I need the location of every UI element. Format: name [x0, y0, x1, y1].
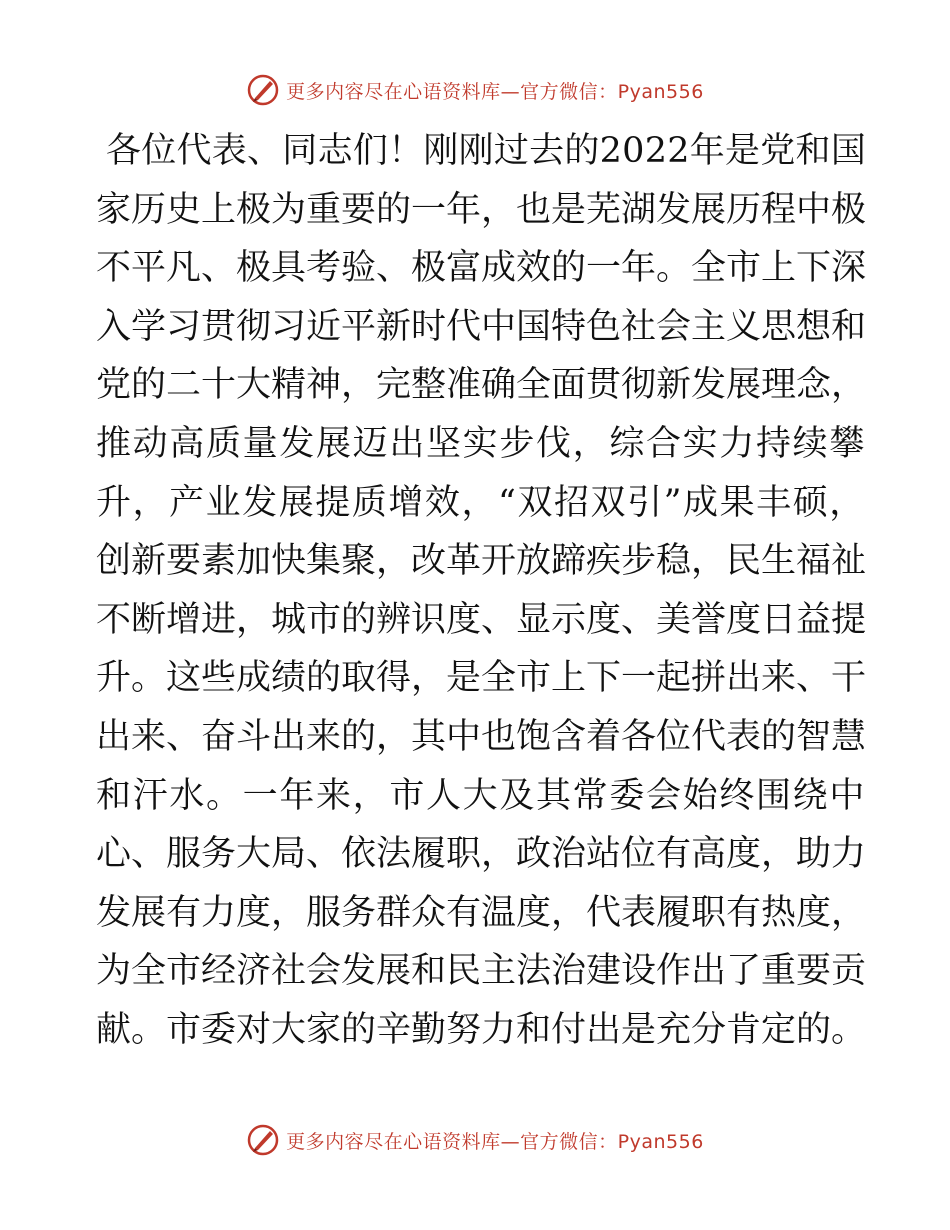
quill-logo-icon: [246, 73, 280, 107]
paragraph-line: 升，产业发展提质增效，“双招双引”成果丰硕，: [96, 482, 866, 523]
paragraph-line: 不断增进，城市的辨识度、显示度、美誉度日益提: [96, 599, 867, 640]
paragraph-line: 创新要素加快集聚，改革开放蹄疾步稳，民生福祉: [96, 541, 867, 582]
watermark-text: 更多内容尽在心语资料库—官方微信：Pyan556: [286, 1130, 704, 1153]
paragraph-line: 心、服务大局、依法履职，政治站位有高度，助力: [96, 834, 867, 875]
paragraph-line: 升。这些成绩的取得，是全市上下一起拼出来、干: [96, 658, 867, 699]
paragraph-line: 推动高质量发展迈出坚实步伐，综合实力持续攀: [96, 423, 867, 464]
watermark-text: 更多内容尽在心语资料库—官方微信：Pyan556: [286, 80, 704, 103]
paragraph-line: 献。市委对大家的辛勤努力和付出是充分肯定的。: [96, 1009, 867, 1050]
document-body: [96, 122, 867, 1060]
paragraph-line: 出来、奋斗出来的，其中也饱含着各位代表的智慧: [96, 716, 867, 757]
paragraph-line: 不平凡、极具考验、极富成效的一年。全市上下深: [96, 248, 867, 289]
watermark-header: [0, 70, 950, 110]
paragraph-line: 发展有力度，服务群众有温度，代表履职有热度，: [96, 892, 867, 933]
paragraph-line: 党的二十大精神，完整准确全面贯彻新发展理念，: [96, 365, 867, 406]
paragraph-line: 各位代表、同志们！刚刚过去的2022年是党和国: [106, 131, 867, 171]
paragraph-line: 为全市经济社会发展和民主法治建设作出了重要贡: [96, 951, 867, 992]
watermark-footer: [0, 1120, 950, 1160]
paragraph-line: 和汗水。一年来，市人大及其常委会始终围绕中: [96, 775, 867, 816]
paragraph-line: 家历史上极为重要的一年，也是芜湖发展历程中极: [96, 189, 867, 230]
quill-logo-icon: [246, 1123, 280, 1157]
paragraph-line: 入学习贯彻习近平新时代中国特色社会主义思想和: [96, 306, 867, 347]
